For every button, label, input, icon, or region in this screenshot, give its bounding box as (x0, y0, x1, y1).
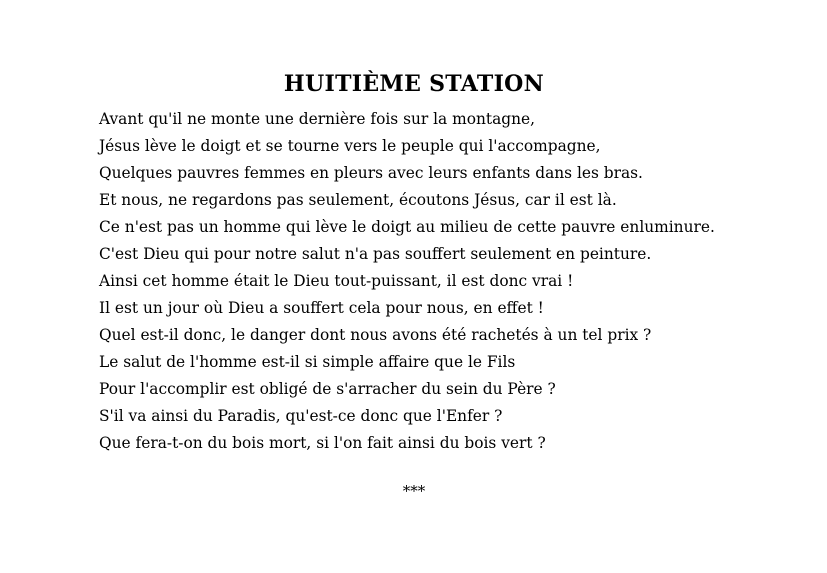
verse-line: Quel est-il donc, le danger dont nous avons été rachetés à un tel prix ? (99, 326, 652, 344)
verse-line: S'il va ainsi du Paradis, qu'est-ce donc que l'Enfer ? (99, 407, 503, 425)
verse-line: Avant qu'il ne monte une dernière fois sur la montagne, (99, 110, 536, 128)
verse-line: Et nous, ne regardons pas seulement, écoutons Jésus, car il est là. (99, 191, 617, 209)
station-title: HUITIÈME STATION (283, 71, 545, 97)
verse-line: Ainsi cet homme était le Dieu tout-puissant, il est donc vrai ! (99, 272, 574, 290)
verse-line: Ce n'est pas un homme qui lève le doigt au milieu de cette pauvre enluminure. (99, 218, 715, 236)
section-separator: *** (402, 482, 426, 500)
verse-line: Il est un jour où Dieu a souffert cela pour nous, en effet ! (99, 299, 544, 317)
verse-line: Que fera-t-on du bois mort, si l'on fait ainsi du bois vert ? (99, 434, 546, 452)
verse-line: C'est Dieu qui pour notre salut n'a pas souffert seulement en peinture. (99, 245, 652, 263)
verse-line: Quelques pauvres femmes en pleurs avec leurs enfants dans les bras. (99, 164, 643, 182)
verse-line: Le salut de l'homme est-il si simple affaire que le Fils (99, 353, 516, 371)
verse-line: Jésus lève le doigt et se tourne vers le peuple qui l'accompagne, (99, 137, 601, 155)
poem-body (65, 110, 763, 461)
verse-line: Pour l'accomplir est obligé de s'arracher du sein du Père ? (99, 380, 556, 398)
